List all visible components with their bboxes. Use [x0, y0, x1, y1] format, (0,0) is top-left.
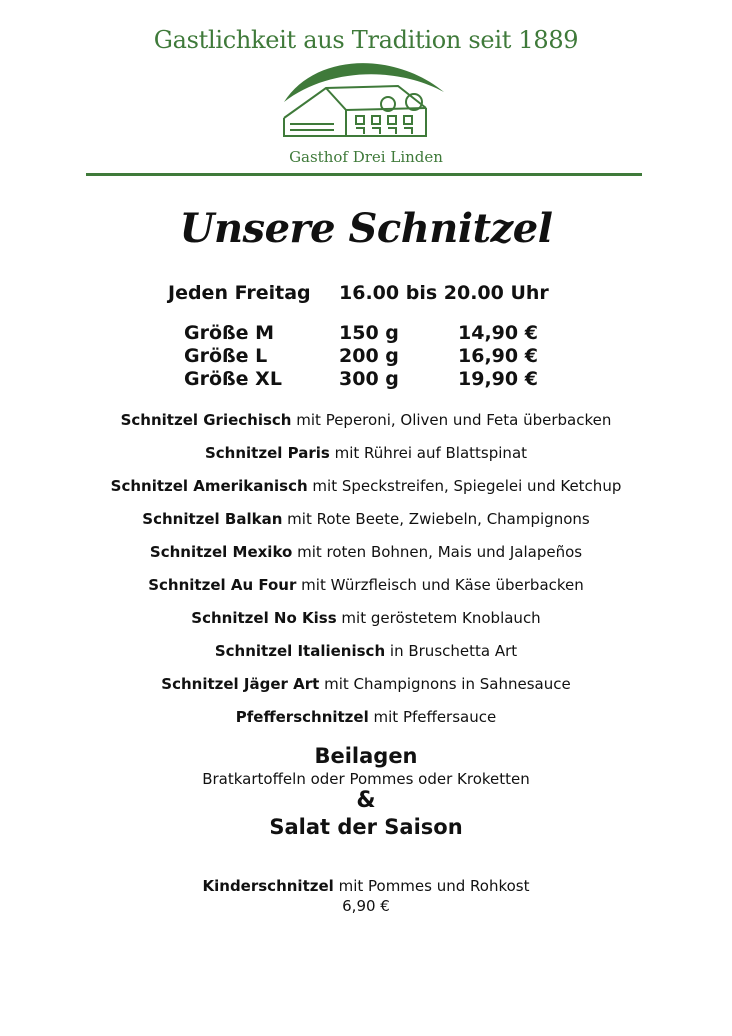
kids-price: 6,90 € — [342, 897, 390, 915]
dish-name: Schnitzel No Kiss — [191, 609, 337, 627]
size-weight: 200 g — [339, 345, 399, 367]
dish-list — [0, 409, 732, 739]
schedule — [0, 282, 732, 308]
list-item — [0, 508, 732, 541]
size-row-l — [0, 345, 732, 368]
list-item — [0, 607, 732, 640]
dish-name: Schnitzel Paris — [204, 444, 330, 462]
schedule-time: 16.00 bis 20.00 Uhr — [339, 282, 549, 304]
dish-name: Schnitzel Jäger Art — [161, 675, 320, 693]
size-label: Größe M — [184, 322, 275, 344]
page-title: Unsere Schnitzel — [179, 205, 553, 252]
dish-name: Schnitzel Au Four — [148, 576, 297, 594]
size-price-list — [0, 322, 732, 391]
sides-ampersand: & — [356, 788, 376, 813]
kids-section — [0, 876, 732, 916]
header-divider — [86, 173, 642, 176]
size-price: 19,90 € — [458, 368, 538, 390]
list-item — [0, 409, 732, 442]
size-weight: 300 g — [339, 368, 399, 390]
dish-name: Schnitzel Italienisch — [214, 642, 386, 660]
kids-desc: mit Pommes und Rohkost — [338, 877, 530, 895]
list-item — [0, 442, 732, 475]
dish-name: Schnitzel Amerikanisch — [110, 477, 308, 495]
dish-desc: mit Rote Beete, Zwiebeln, Champignons — [287, 510, 590, 528]
dish-desc: mit Rührei auf Blattspinat — [334, 444, 528, 462]
list-item — [0, 541, 732, 574]
kids-name: Kinderschnitzel — [202, 877, 334, 895]
size-row-xl — [0, 368, 732, 391]
sides-text: Bratkartoffeln oder Pommes oder Kroketten — [202, 770, 530, 788]
dish-name: Pfefferschnitzel — [235, 708, 369, 726]
size-label: Größe XL — [184, 368, 282, 390]
list-item — [0, 640, 732, 673]
list-item — [0, 673, 732, 706]
dish-desc: mit geröstetem Knoblauch — [341, 609, 541, 627]
dish-desc: in Bruschetta Art — [389, 642, 518, 660]
size-label: Größe L — [184, 345, 268, 367]
header-tagline: Gastlichkeit aus Tradition seit 1889 — [153, 26, 579, 54]
size-price: 14,90 € — [458, 322, 538, 344]
schedule-day: Jeden Freitag — [168, 282, 311, 304]
dish-name: Schnitzel Mexiko — [149, 543, 293, 561]
inn-building-icon — [276, 58, 452, 144]
size-row-m — [0, 322, 732, 345]
dish-name: Schnitzel Griechisch — [120, 411, 292, 429]
list-item — [0, 475, 732, 508]
size-weight: 150 g — [339, 322, 399, 344]
dish-desc: mit Peperoni, Oliven und Feta überbacken — [296, 411, 612, 429]
list-item — [0, 574, 732, 607]
sides-title: Beilagen — [314, 744, 418, 768]
list-item — [0, 706, 732, 739]
sides-salad: Salat der Saison — [269, 815, 463, 839]
size-price: 16,90 € — [458, 345, 538, 367]
dish-desc: mit Würzfleisch und Käse überbacken — [301, 576, 584, 594]
header-name: Gasthof Drei Linden — [289, 148, 443, 166]
dish-desc: mit Speckstreifen, Spiegelei und Ketchup — [312, 477, 622, 495]
dish-desc: mit roten Bohnen, Mais und Jalapeños — [297, 543, 583, 561]
dish-name: Schnitzel Balkan — [142, 510, 283, 528]
dish-desc: mit Pfeffersauce — [373, 708, 497, 726]
sides-section — [0, 742, 732, 840]
dish-desc: mit Champignons in Sahnesauce — [324, 675, 571, 693]
